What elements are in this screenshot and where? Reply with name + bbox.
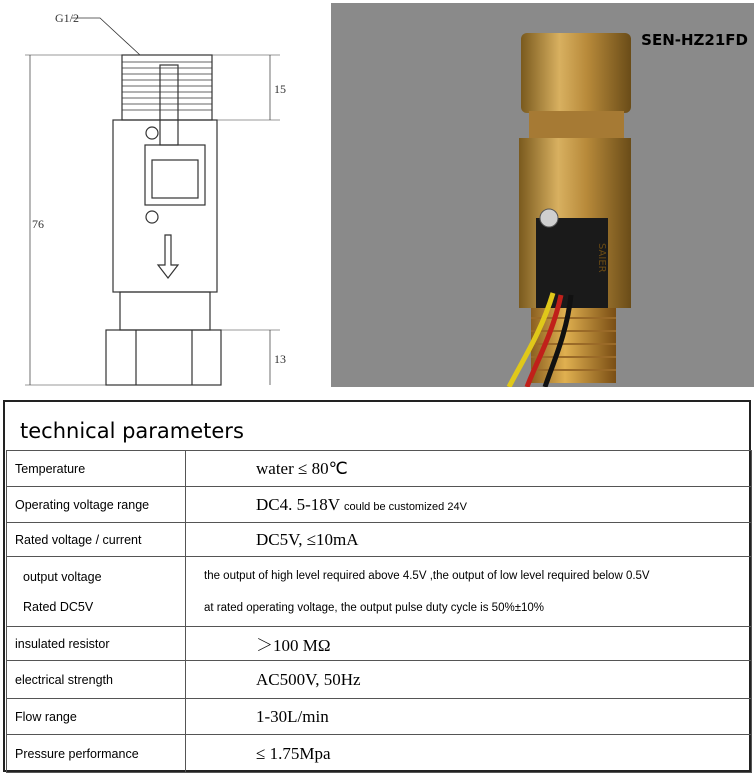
row-label: output voltage — [23, 569, 102, 584]
table-row — [7, 699, 752, 735]
row-label: Flow range — [7, 699, 186, 735]
table-row — [7, 523, 752, 557]
row-value: AC500V, 50Hz — [186, 661, 752, 699]
product-photo — [331, 3, 754, 387]
sensor-photo — [331, 3, 754, 387]
row-value-cell — [186, 557, 752, 627]
table-row — [7, 661, 752, 699]
table-row — [7, 451, 752, 487]
row-label: Temperature — [7, 451, 186, 487]
row-value: water ≤ 80℃ — [186, 451, 752, 487]
table-title: technical parameters — [20, 419, 244, 443]
row-note: could be customized 24V — [344, 500, 467, 513]
row-label-cell — [7, 557, 186, 627]
row-label: electrical strength — [7, 661, 186, 699]
row-note-line1: the output of high level required above 4.5V ,the output of low level required below 0.5V — [204, 569, 650, 582]
row-label-sub: Rated DC5V — [23, 599, 94, 614]
table-row — [7, 627, 752, 661]
row-note-line2: at rated operating voltage, the output pulse duty cycle is 50%±10% — [204, 601, 545, 614]
row-label: insulated resistor — [7, 627, 186, 661]
sensor-drawing — [0, 0, 330, 392]
model-label: SEN-HZ21FD — [641, 31, 748, 49]
row-value: DC5V, ≤10mA — [186, 523, 752, 557]
parameters-table — [6, 450, 752, 773]
row-value: ＞100 MΩ — [186, 627, 752, 661]
table-row — [7, 487, 752, 523]
brand-mark: SAIER — [596, 243, 607, 273]
row-value: ≤ 1.75Mpa — [186, 735, 752, 773]
row-value-cell — [186, 487, 752, 523]
row-label: Rated voltage / current — [7, 523, 186, 557]
row-value: 1-30L/min — [186, 699, 752, 735]
row-label: Pressure performance — [7, 735, 186, 773]
dim-top-label: 15 — [274, 82, 286, 96]
table-row — [7, 557, 752, 627]
thread-label: G1/2 — [55, 11, 79, 25]
row-value: DC4. 5-18V — [256, 494, 340, 514]
dim-bottom-label: 13 — [274, 352, 286, 366]
dim-total-label: 76 — [32, 217, 44, 231]
table-row — [7, 735, 752, 773]
technical-drawing — [0, 0, 330, 392]
row-label: Operating voltage range — [7, 487, 186, 523]
